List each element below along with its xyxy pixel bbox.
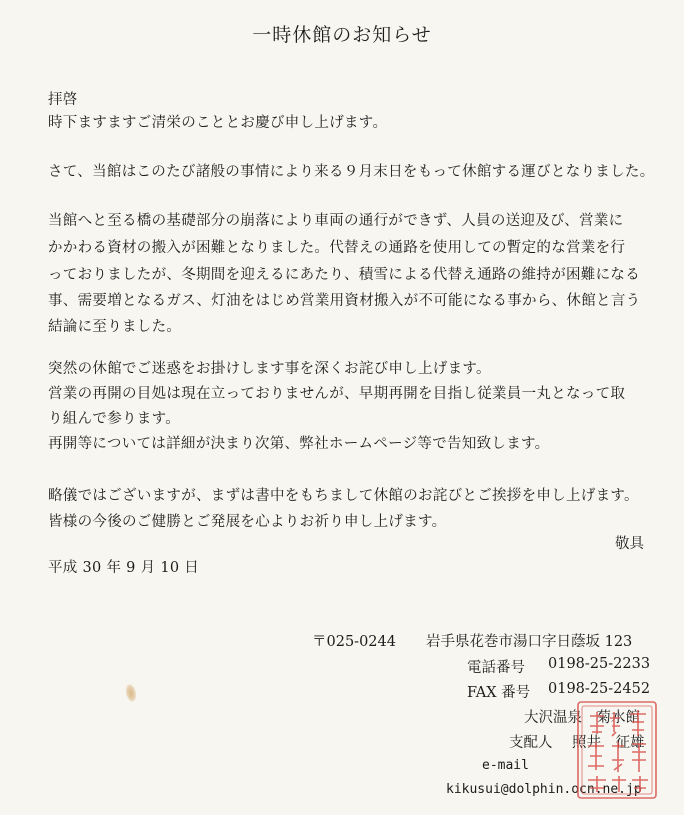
- reason-line: っておりましたが、冬期間を迎えるにあたり、積雪による代替え通路の維持が困難になる: [48, 267, 640, 283]
- phone-label: 電話番号: [467, 660, 525, 676]
- seasonal-greeting: 時下ますますご清栄のこととお慶び申し上げます。: [48, 115, 388, 131]
- manager-title: 支配人: [509, 735, 553, 751]
- reason-line: 結論に至りました。: [48, 319, 182, 335]
- address: 岩手県花巻市湯口字日蔭坂 123: [426, 634, 633, 650]
- paper-stain: [124, 683, 138, 703]
- closing-word: 敬具: [615, 536, 644, 552]
- salutation: 拝啓: [48, 92, 78, 108]
- issue-date: 平成 30 年 9 月 10 日: [48, 560, 200, 576]
- email-label: e-mail: [482, 758, 529, 773]
- fax-label: FAX 番号: [467, 685, 531, 701]
- closing-line: 略儀ではございますが、まずは書中をもちまして休館のお詫びとご挨拶を申し上げます。: [48, 488, 639, 504]
- closing-line: 皆様の今後のご健勝とご発展を心よりお祈り申し上げます。: [48, 514, 447, 530]
- email-address: kikusui@dolphin.ocn.ne.jp: [446, 782, 642, 797]
- apology-line: 再開等については詳細が決まり次第、弊社ホームページ等で告知致します。: [48, 436, 550, 452]
- fax-number: 0198-25-2452: [548, 681, 651, 697]
- phone-number: 0198-25-2233: [548, 656, 651, 672]
- reason-line: 当館へと至る橋の基礎部分の崩落により車両の通行ができず、人員の送迎及び、営業に: [48, 213, 624, 229]
- apology-line: 営業の再開の目処は現在立っておりませんが、早期再開を目指し従業員一丸となって取: [48, 386, 626, 402]
- company-seal-stamp: [576, 700, 658, 800]
- apology-line: り組んで参ります。: [48, 411, 181, 427]
- postal-code: 〒025-0244: [312, 634, 396, 650]
- document-title: 一時休館のお知らせ: [252, 24, 432, 46]
- apology-line: 突然の休館でご迷惑をお掛けします事を深くお詫び申し上げます。: [48, 361, 491, 377]
- reason-line: 事、需要増となるガス、灯油をはじめ営業用資材搬入が不可能になる事から、休館と言う: [48, 293, 641, 309]
- manager-name: 照井 征雄: [572, 735, 645, 751]
- facility-name: 大沢温泉 菊水館: [524, 710, 640, 726]
- announcement-paragraph: さて、当館はこのたび諸般の事情により来る９月末日をもって休館する運びとなりました。: [48, 164, 655, 180]
- reason-line: かかわる資材の搬入が困難となりました。代替えの通路を使用しての暫定的な営業を行: [48, 240, 626, 256]
